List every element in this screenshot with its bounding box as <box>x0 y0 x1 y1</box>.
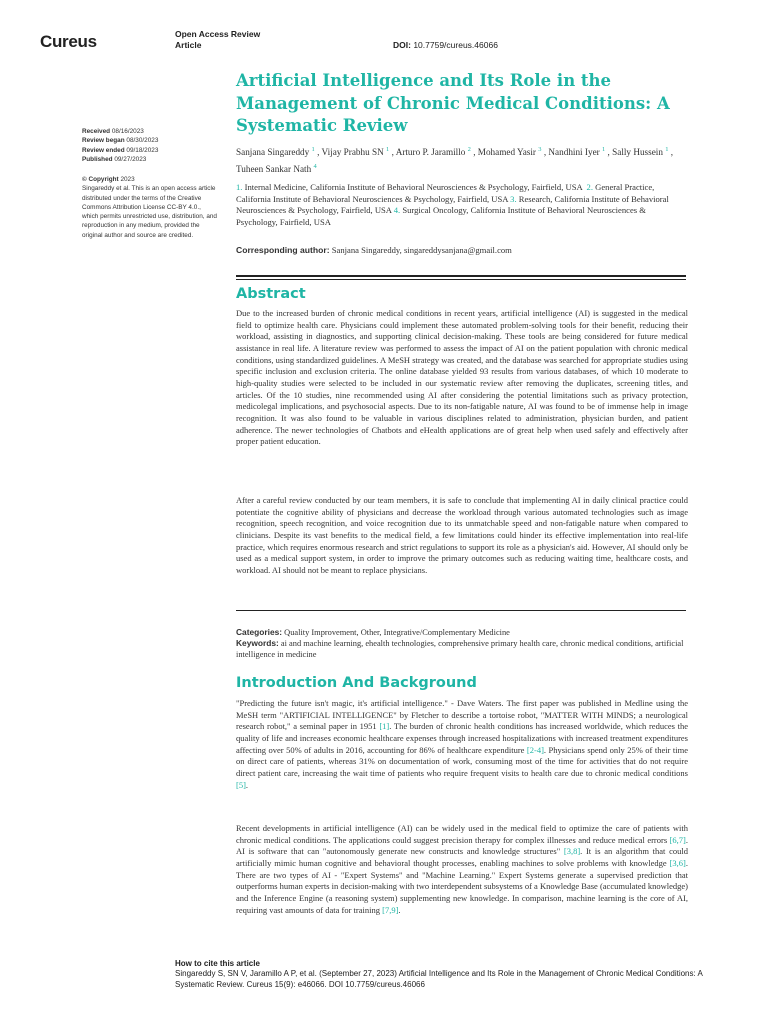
date-published <box>82 155 217 164</box>
author-affil-sup[interactable]: 1 <box>311 146 315 153</box>
author-affil-sup[interactable]: 1 <box>386 146 390 153</box>
date-review-began <box>82 136 217 145</box>
categories-label: Categories: <box>236 627 283 637</box>
citation-link[interactable]: [2-4] <box>526 744 544 755</box>
copyright-line <box>82 175 217 184</box>
author[interactable]: Nandhini Iyer <box>548 147 600 158</box>
how-to-cite-title: How to cite this article <box>175 959 260 968</box>
copyright-label: © Copyright <box>82 176 119 183</box>
journal-logo: Cureus <box>40 32 97 51</box>
date-value: 08/30/2023 <box>126 137 159 145</box>
text-run: Recent developments in artificial intelligence (AI) can be widely used in the medical field to optimize the care of patients with chronic medical conditions. The applications could suggest precision therapy for complex illnesses and reduce medical errors <box>236 823 688 845</box>
affil-num: 3. <box>510 193 517 204</box>
affil-num: 4. <box>393 205 401 216</box>
author[interactable]: Tuheen Sankar Nath <box>236 163 312 174</box>
date-received <box>82 127 217 136</box>
article-type-line1: Open Access Review <box>175 29 261 39</box>
author[interactable]: Arturo P. Jaramillo <box>395 147 466 158</box>
citation-link[interactable]: [7,9] <box>382 904 399 915</box>
doi[interactable] <box>393 40 498 50</box>
keywords <box>236 638 686 660</box>
affil-text: Surgical Oncology, California Institute of Behavioral Neurosciences & Psychology, Fairfield, USA <box>236 205 646 227</box>
section-divider <box>236 610 686 611</box>
intro-paragraph-2 <box>236 823 688 916</box>
intro-paragraph-1 <box>236 698 688 791</box>
abstract-paragraph-1: Due to the increased burden of chronic medical conditions in recent years, artificial intelligence (AI) is suggested in the medical field to optimize health care. Physicians could implement these automated problem-solving tools for their benefit, reducing their workload, assisting in diagnostics, and supporting clinical decision-making. These tools are being considered for future medical assistance in real life. A literature review was performed to assess the impact of AI on the patient population with chronic medical conditions, using standardized guidelines. A MeSH strategy was created, and the database was searched for appropriate studies using specific inclusion and exclusion criteria. The online database yielded 93 results from various databases, of which 10 moderate to high-quality studies were selected to be included in our systematic review after removing the duplicates, screening titles, and articles. Of the 10 studies, nine recommended using AI after considering the potential limitations such as privacy protection, medicolegal implications, and psychosocial aspects. Due to its non-fatigable nature, AI was found to be of immense help in image recognition. It was also found to be valuable in various disciplines related to administration, physician burden, and patient adherence. The newer technologies of Chatbots and eHealth applications are of great help when used safely and effectively after proper patient education. <box>236 308 688 447</box>
author-affil-sup[interactable]: 4 <box>313 162 317 170</box>
text-run: . <box>245 779 249 790</box>
text-run: . <box>398 904 401 915</box>
article-type <box>175 29 260 51</box>
date-label: Received <box>82 128 111 135</box>
citation-link[interactable]: [5] <box>236 779 246 790</box>
license-text: Singareddy et al. This is an open access article distributed under the terms of the Creative Commons Attribution License CC-BY 4.0., which permits unrestricted use, distribution, and reproduction in any medium, provided the original author and source are credited. <box>82 185 217 239</box>
sidebar-dates <box>82 127 217 164</box>
keywords-label: Keywords: <box>236 638 279 648</box>
categories-value: Quality Improvement, Other, Integrative/Complementary Medicine <box>284 628 510 637</box>
date-label: Review began <box>82 137 125 145</box>
corresponding-label: Corresponding author: <box>236 245 330 255</box>
affil-num: 1. <box>236 182 243 192</box>
affil-text: General Practice, California Institute of Behavioral Neurosciences & Psychology, Fairfield, USA <box>236 182 655 204</box>
date-value: 09/27/2023 <box>114 155 147 163</box>
affil-num: 2. <box>586 182 593 192</box>
section-divider <box>236 279 686 280</box>
text-run: . AI is software that can "autonomously generate new constructs and knowledge structures" <box>236 834 688 857</box>
author-affil-sup[interactable]: 1 <box>602 146 606 153</box>
doi-value: 10.7759/cureus.46066 <box>413 40 498 50</box>
introduction-heading: Introduction And Background <box>236 675 477 691</box>
affil-text: Research, California Institute of Behavioral Neurosciences & Psychology, Fairfield, USA <box>236 193 669 216</box>
author[interactable]: Vijay Prabhu SN <box>321 147 384 158</box>
corresponding-author <box>236 245 686 255</box>
affiliations <box>236 182 688 228</box>
text-run: . It is an algorithm that could artificially mimic human cognitive and behavioral thought processes, enabling machines to solve problems with knowledge <box>236 846 688 868</box>
abstract-heading: Abstract <box>236 286 306 302</box>
author-list: Sanjana Singareddy $^1$ , Vijay Prabhu SN $^1$ , Arturo P. Jaramillo $^2$ , Mohamed Yasir $^3$ , Nandhini Iyer $^1$ , Sally Hussein $^1$ , Tuheen Sankar Nath $^4$ <box>236 146 674 174</box>
date-label: Published <box>82 155 113 163</box>
categories <box>236 627 686 638</box>
copyright-year: 2023 <box>120 176 135 183</box>
author[interactable]: Sanjana Singareddy <box>236 147 310 158</box>
text-run: . The burden of chronic health conditions has increased worldwide, which reduces the quality of life and increases economic healthcare expenses through increased hospitalizations with increased treatment expenditures affecting over 50% of adults in 2016, accounting for 86% of healthcare expenditure <box>236 721 688 755</box>
corresponding-value[interactable]: Sanjana Singareddy, singareddysanjana@gmail.com <box>331 245 512 255</box>
citation-link[interactable]: [1] <box>379 721 390 732</box>
date-value: 09/18/2023 <box>126 146 159 154</box>
citation-link[interactable]: [3,8] <box>563 846 581 857</box>
affil-text: Internal Medicine, California Institute of Behavioral Neurosciences & Psychology, Fairfield, USA <box>244 182 583 192</box>
text-run: . Physicians spend only 25% of their time on direct care of patients, whereas 31% on documentation of work, consuming most of the time for activities that do not require direct patient care, increasing the wait time of patients who require frequent visits to health care due to chronic medical conditions <box>236 744 688 778</box>
sidebar-copyright <box>82 175 217 240</box>
article-type-line2: Article <box>175 40 202 50</box>
author-affil-sup[interactable]: 2 <box>467 146 471 153</box>
keywords-value: ai and machine learning, ehealth technologies, comprehensive primary health care, chronic medical conditions, artificial intelligence in medicine <box>236 639 684 660</box>
citation-link[interactable]: [3,6] <box>669 857 686 868</box>
abstract-paragraph-2: After a careful review conducted by our team members, it is safe to conclude that implementing AI in daily clinical practice could potentiate the cognitive ability of physicians and decrease the workload through various automated technologies such as image recognition, speech recognition, and voice recognition due to its unmatchable speed and non-fatigable nature when compared to clinicians. Despite its vast benefits to the medical field, a few limitations could hinder its effective implementation into real-life practice, which requires enormous research and strict regulations to support its role as a physician's aid. However, AI should only be used as a medical support system, in order to improve the primary outcomes such as reducing waiting time, healthcare costs, and workload. AI should not be meant to replace physicians. <box>236 495 688 575</box>
text-run: "Predicting the future isn't magic, it's artificial intelligence." - Dave Waters. The first paper was published in Medline using the MeSH term "ARTIFICIAL INTELLIGENCE" by Fletcher to describe a tortoise robot, "MATTER WITH MINDS; a neurological research robot," a seminal paper in 1951 <box>236 698 688 732</box>
author[interactable]: Mohamed Yasir <box>477 147 536 158</box>
date-value: 08/16/2023 <box>111 128 144 135</box>
how-to-cite-text: Singareddy S, SN V, Jaramillo A P, et al. (September 27, 2023) Artificial Intelligence and Its Role in the Management of Chronic Medical Conditions: A Systematic Review. Cureus 15(9): e46066. DOI 10.7759/cureus.46066 <box>175 969 703 989</box>
article-title: Artificial Intelligence and Its Role in the Management of Chronic Medical Conditions: A Systematic Review <box>236 71 670 135</box>
author-affil-sup[interactable]: 3 <box>538 146 542 153</box>
citation-link[interactable]: [6,7] <box>669 834 686 845</box>
date-review-ended <box>82 146 217 155</box>
author[interactable]: Sally Hussein <box>612 147 663 158</box>
section-divider <box>236 275 686 277</box>
text-run: . There are two types of AI - "Expert Systems" and "Machine Learning." Expert Systems generate a supervised prediction that outperforms human experts in decision-making with two interdependent subsystems of a Knowledge Base (accumulated knowledge) and the Inference Engine (a reasoning system) supplementing new knowledge. In comparison, machine learning is the core of AI, requiring vast amounts of data for training <box>236 857 688 915</box>
author-affil-sup[interactable]: 1 <box>665 146 669 153</box>
doi-label: DOI: <box>393 40 411 50</box>
date-label: Review ended <box>82 146 125 154</box>
